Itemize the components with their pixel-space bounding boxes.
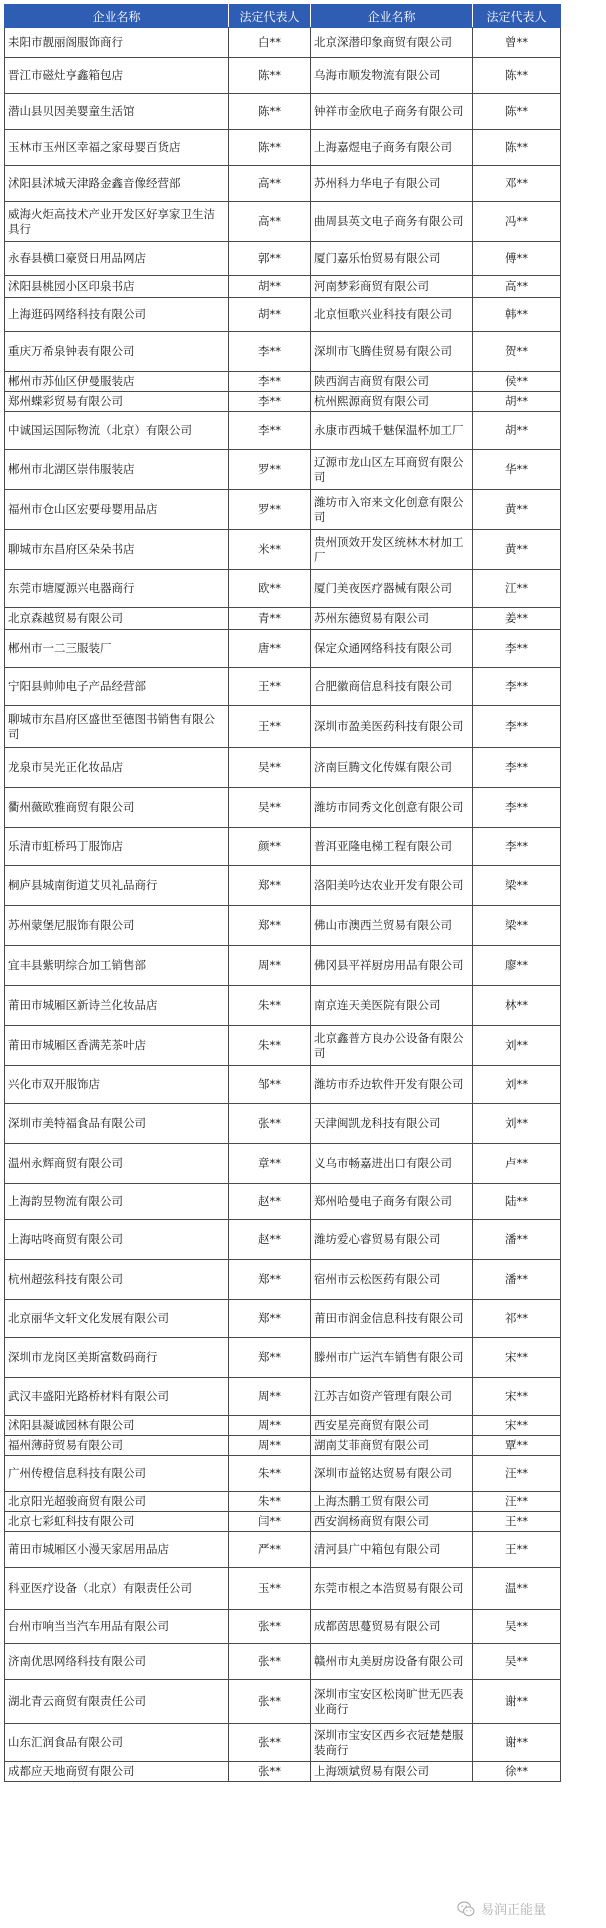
legal-rep-cell: 刘** xyxy=(473,1104,561,1144)
company-name-cell: 郑州蝶彩贸易有限公司 xyxy=(5,392,229,412)
company-name-cell: 台州市响当当汽车用品有限公司 xyxy=(5,1610,229,1644)
legal-rep-cell: 郭** xyxy=(229,242,311,276)
legal-rep-cell: 徐** xyxy=(473,1762,561,1782)
legal-rep-cell: 汪** xyxy=(473,1456,561,1492)
table-row xyxy=(5,788,561,828)
company-name-cell: 深圳市宝安区西乡衣冠楚楚服装商行 xyxy=(311,1724,473,1762)
legal-rep-cell: 陆** xyxy=(473,1184,561,1220)
company-name-cell: 江苏吉如资产管理有限公司 xyxy=(311,1378,473,1416)
company-name-cell: 衢州薇欧雅商贸有限公司 xyxy=(5,788,229,828)
company-name-cell: 上海咕咚商贸有限公司 xyxy=(5,1220,229,1260)
table-row xyxy=(5,706,561,748)
company-name-cell: 北京恒歌兴业科技有限公司 xyxy=(311,298,473,332)
legal-rep-cell: 温** xyxy=(473,1568,561,1610)
table-row xyxy=(5,1104,561,1144)
table-row xyxy=(5,130,561,166)
legal-rep-cell: 郑** xyxy=(229,1300,311,1338)
company-name-cell: 上海韵昱物流有限公司 xyxy=(5,1184,229,1220)
company-name-cell: 陕西润吉商贸有限公司 xyxy=(311,372,473,392)
company-name-cell: 滕州市广运汽车销售有限公司 xyxy=(311,1338,473,1378)
table-row xyxy=(5,1610,561,1644)
legal-rep-cell: 李** xyxy=(473,630,561,668)
table-row xyxy=(5,1416,561,1436)
legal-rep-cell: 刘** xyxy=(473,1066,561,1104)
legal-rep-cell: 青** xyxy=(229,608,311,630)
legal-rep-cell: 高** xyxy=(229,166,311,202)
company-name-cell: 潍坊市入帘来文化创意有限公司 xyxy=(311,490,473,530)
legal-rep-cell: 祁** xyxy=(473,1300,561,1338)
company-name-cell: 苏州蒙堡尼服饰有限公司 xyxy=(5,906,229,946)
legal-rep-cell: 华** xyxy=(473,450,561,490)
table-row xyxy=(5,866,561,906)
legal-rep-cell: 玉** xyxy=(229,1568,311,1610)
table-row xyxy=(5,1680,561,1724)
company-name-cell: 上海嘉煜电子商务有限公司 xyxy=(311,130,473,166)
table-row xyxy=(5,1144,561,1184)
company-name-cell: 合肥徽商信息科技有限公司 xyxy=(311,668,473,706)
table-row xyxy=(5,28,561,58)
table-row xyxy=(5,392,561,412)
legal-rep-cell: 谢** xyxy=(473,1724,561,1762)
legal-rep-cell: 郑** xyxy=(229,1338,311,1378)
company-name-cell: 永春县横口豪贤日用品网店 xyxy=(5,242,229,276)
company-name-cell: 乐清市虹桥玛丁服饰店 xyxy=(5,828,229,866)
company-name-cell: 西安星亮商贸有限公司 xyxy=(311,1416,473,1436)
table-row xyxy=(5,1436,561,1456)
table-row xyxy=(5,490,561,530)
legal-rep-cell: 胡** xyxy=(229,298,311,332)
company-name-cell: 北京深潜印象商贸有限公司 xyxy=(311,28,473,58)
legal-rep-cell: 朱** xyxy=(229,1492,311,1512)
table-row xyxy=(5,570,561,608)
company-name-cell: 普洱亚隆电梯工程有限公司 xyxy=(311,828,473,866)
company-name-cell: 宿州市云松医药有限公司 xyxy=(311,1260,473,1300)
table-row xyxy=(5,828,561,866)
legal-rep-cell: 张** xyxy=(229,1680,311,1724)
company-name-cell: 深圳市龙岗区美斯富数码商行 xyxy=(5,1338,229,1378)
company-name-cell: 科亚医疗设备（北京）有限责任公司 xyxy=(5,1568,229,1610)
legal-rep-cell: 张** xyxy=(229,1104,311,1144)
table-row xyxy=(5,530,561,570)
company-name-cell: 沭阳县凝诚园林有限公司 xyxy=(5,1416,229,1436)
table-row xyxy=(5,1724,561,1762)
header-legal-rep-1: 法定代表人 xyxy=(229,5,311,28)
legal-rep-cell: 郑** xyxy=(229,866,311,906)
legal-rep-cell: 严** xyxy=(229,1532,311,1568)
legal-rep-cell: 李** xyxy=(473,706,561,748)
table-row xyxy=(5,1338,561,1378)
company-name-cell: 宜丰县紫明综合加工销售部 xyxy=(5,946,229,986)
legal-rep-cell: 黄** xyxy=(473,490,561,530)
legal-rep-cell: 汪** xyxy=(473,1492,561,1512)
legal-rep-cell: 陈** xyxy=(473,94,561,130)
company-name-cell: 潍坊爱心睿贸易有限公司 xyxy=(311,1220,473,1260)
legal-rep-cell: 高** xyxy=(229,202,311,242)
company-name-cell: 威海火炬高技术产业开发区好享家卫生洁具行 xyxy=(5,202,229,242)
company-name-cell: 东莞市根之本浩贸易有限公司 xyxy=(311,1568,473,1610)
legal-rep-cell: 张** xyxy=(229,1724,311,1762)
legal-rep-cell: 张** xyxy=(229,1610,311,1644)
legal-rep-cell: 李** xyxy=(473,828,561,866)
company-name-cell: 福州市仓山区宏要母婴用品店 xyxy=(5,490,229,530)
company-name-cell: 佛山市澳西兰贸易有限公司 xyxy=(311,906,473,946)
company-name-cell: 上海颂斌贸易有限公司 xyxy=(311,1762,473,1782)
legal-rep-cell: 白** xyxy=(229,28,311,58)
legal-rep-cell: 李** xyxy=(229,332,311,372)
legal-rep-cell: 邓** xyxy=(473,166,561,202)
company-name-cell: 西安润杨商贸有限公司 xyxy=(311,1512,473,1532)
company-name-cell: 佛冈县平祥厨房用品有限公司 xyxy=(311,946,473,986)
legal-rep-cell: 朱** xyxy=(229,986,311,1026)
company-name-cell: 洛阳美吟达农业开发有限公司 xyxy=(311,866,473,906)
legal-rep-cell: 刘** xyxy=(473,1026,561,1066)
company-name-cell: 义乌市畅嘉进出口有限公司 xyxy=(311,1144,473,1184)
company-name-cell: 厦门嘉乐怡贸易有限公司 xyxy=(311,242,473,276)
company-name-cell: 耒阳市靓丽阁服饰商行 xyxy=(5,28,229,58)
legal-rep-cell: 吴** xyxy=(473,1610,561,1644)
legal-rep-cell: 黄** xyxy=(473,530,561,570)
company-name-cell: 苏州科力华电子有限公司 xyxy=(311,166,473,202)
company-name-cell: 莆田市润金信息科技有限公司 xyxy=(311,1300,473,1338)
legal-rep-cell: 唐** xyxy=(229,630,311,668)
company-name-cell: 龙泉市吴光正化妆品店 xyxy=(5,748,229,788)
legal-rep-cell: 吴** xyxy=(229,788,311,828)
legal-rep-cell: 王** xyxy=(473,1532,561,1568)
company-name-cell: 杭州超弦科技有限公司 xyxy=(5,1260,229,1300)
company-name-cell: 天津闽凯龙科技有限公司 xyxy=(311,1104,473,1144)
header-legal-rep-2: 法定代表人 xyxy=(473,5,561,28)
company-name-cell: 潍坊市同秀文化创意有限公司 xyxy=(311,788,473,828)
table-row xyxy=(5,748,561,788)
legal-rep-cell: 李** xyxy=(229,392,311,412)
company-name-cell: 济南优思网络科技有限公司 xyxy=(5,1644,229,1680)
company-name-cell: 北京七彩虹科技有限公司 xyxy=(5,1512,229,1532)
wechat-logo-icon xyxy=(457,1900,475,1918)
table-row xyxy=(5,1026,561,1066)
legal-rep-cell: 卢** xyxy=(473,1144,561,1184)
company-name-cell: 曲周县英文电子商务有限公司 xyxy=(311,202,473,242)
legal-rep-cell: 韩** xyxy=(473,298,561,332)
table-row xyxy=(5,1456,561,1492)
company-name-cell: 郑州哈曼电子商务有限公司 xyxy=(311,1184,473,1220)
watermark-text: 易润正能量 xyxy=(480,1903,546,1918)
legal-rep-cell: 梁** xyxy=(473,906,561,946)
company-name-cell: 钟祥市金欣电子商务有限公司 xyxy=(311,94,473,130)
company-name-cell: 成都茵思蔓贸易有限公司 xyxy=(311,1610,473,1644)
company-name-cell: 厦门美夜医疗器械有限公司 xyxy=(311,570,473,608)
legal-rep-cell: 陈** xyxy=(229,58,311,94)
header-company-name-1: 企业名称 xyxy=(5,5,229,28)
legal-rep-cell: 郑** xyxy=(229,906,311,946)
legal-rep-cell: 李** xyxy=(473,668,561,706)
legal-rep-cell: 林** xyxy=(473,986,561,1026)
legal-rep-cell: 傅** xyxy=(473,242,561,276)
company-name-cell: 郴州市北湖区崇伟服装店 xyxy=(5,450,229,490)
company-name-cell: 宁阳县帅帅电子产品经营部 xyxy=(5,668,229,706)
legal-rep-cell: 王** xyxy=(229,706,311,748)
company-name-cell: 河南梦彩商贸有限公司 xyxy=(311,276,473,298)
company-name-cell: 莆田市城厢区小漫天家居用品店 xyxy=(5,1532,229,1568)
legal-rep-cell: 江** xyxy=(473,570,561,608)
table-row xyxy=(5,946,561,986)
legal-rep-cell: 朱** xyxy=(229,1026,311,1066)
legal-rep-cell: 廖** xyxy=(473,946,561,986)
table-row xyxy=(5,1066,561,1104)
table-row xyxy=(5,1378,561,1416)
company-name-cell: 桐庐县城南街道艾贝礼品商行 xyxy=(5,866,229,906)
legal-rep-cell: 陈** xyxy=(229,130,311,166)
legal-rep-cell: 赵** xyxy=(229,1220,311,1260)
table-row xyxy=(5,332,561,372)
company-name-cell: 成都应天地商贸有限公司 xyxy=(5,1762,229,1782)
legal-rep-cell: 朱** xyxy=(229,1456,311,1492)
company-name-cell: 深圳市盈美医药科技有限公司 xyxy=(311,706,473,748)
table-row xyxy=(5,58,561,94)
legal-rep-cell: 姜** xyxy=(473,608,561,630)
legal-rep-cell: 胡** xyxy=(473,392,561,412)
company-name-cell: 赣州市丸美厨房设备有限公司 xyxy=(311,1644,473,1680)
table-row xyxy=(5,372,561,392)
table-row xyxy=(5,630,561,668)
company-name-cell: 永康市西城千魅保温杯加工厂 xyxy=(311,412,473,450)
company-name-cell: 晋江市磁灶亨鑫箱包店 xyxy=(5,58,229,94)
legal-rep-cell: 胡** xyxy=(229,276,311,298)
company-name-cell: 玉林市玉州区幸福之家母婴百货店 xyxy=(5,130,229,166)
company-name-cell: 山东汇润食品有限公司 xyxy=(5,1724,229,1762)
table-row xyxy=(5,242,561,276)
company-name-cell: 沭阳县桃园小区印泉书店 xyxy=(5,276,229,298)
company-name-cell: 北京鑫普方良办公设备有限公司 xyxy=(311,1026,473,1066)
legal-rep-cell: 罗** xyxy=(229,450,311,490)
company-name-cell: 苏州东德贸易有限公司 xyxy=(311,608,473,630)
table-row xyxy=(5,94,561,130)
legal-rep-cell: 陈** xyxy=(473,130,561,166)
company-name-cell: 深圳市宝安区松岗旷世无匹表业商行 xyxy=(311,1680,473,1724)
table-row xyxy=(5,1300,561,1338)
company-name-cell: 深圳市益铭达贸易有限公司 xyxy=(311,1456,473,1492)
table-row xyxy=(5,1568,561,1610)
legal-rep-cell: 欧** xyxy=(229,570,311,608)
legal-rep-cell: 宋** xyxy=(473,1338,561,1378)
table-row xyxy=(5,1220,561,1260)
legal-rep-cell: 张** xyxy=(229,1644,311,1680)
company-name-cell: 北京森越贸易有限公司 xyxy=(5,608,229,630)
legal-rep-cell: 章** xyxy=(229,1144,311,1184)
legal-rep-cell: 梁** xyxy=(473,866,561,906)
legal-rep-cell: 谢** xyxy=(473,1680,561,1724)
legal-rep-cell: 冯** xyxy=(473,202,561,242)
legal-rep-cell: 潘** xyxy=(473,1260,561,1300)
table-header-row xyxy=(5,5,561,28)
table-body xyxy=(5,28,561,1782)
company-name-cell: 潜山县贝因美婴童生活馆 xyxy=(5,94,229,130)
table-row xyxy=(5,1512,561,1532)
company-name-cell: 潍坊市乔边软件开发有限公司 xyxy=(311,1066,473,1104)
table-row xyxy=(5,412,561,450)
company-name-cell: 济南巨腾文化传媒有限公司 xyxy=(311,748,473,788)
legal-rep-cell: 曾** xyxy=(473,28,561,58)
table-row xyxy=(5,986,561,1026)
table-row xyxy=(5,906,561,946)
legal-rep-cell: 胡** xyxy=(473,412,561,450)
company-name-cell: 清河县广中箱包有限公司 xyxy=(311,1532,473,1568)
legal-rep-cell: 潘** xyxy=(473,1220,561,1260)
legal-rep-cell: 王** xyxy=(473,1512,561,1532)
company-name-cell: 武汉丰盛阳光路桥材料有限公司 xyxy=(5,1378,229,1416)
table-row xyxy=(5,450,561,490)
legal-rep-cell: 李** xyxy=(473,748,561,788)
company-table xyxy=(4,4,561,1782)
table-row xyxy=(5,298,561,332)
header-company-name-2: 企业名称 xyxy=(311,5,473,28)
legal-rep-cell: 邹** xyxy=(229,1066,311,1104)
watermark xyxy=(457,1899,546,1918)
company-name-cell: 郴州市一二三服装厂 xyxy=(5,630,229,668)
company-name-cell: 深圳市飞腾佳贸易有限公司 xyxy=(311,332,473,372)
legal-rep-cell: 颜** xyxy=(229,828,311,866)
table-row xyxy=(5,668,561,706)
company-name-cell: 上海杰鹏工贸有限公司 xyxy=(311,1492,473,1512)
legal-rep-cell: 周** xyxy=(229,1378,311,1416)
company-name-cell: 深圳市美特福食品有限公司 xyxy=(5,1104,229,1144)
table-row xyxy=(5,1532,561,1568)
company-name-cell: 湖南艾菲商贸有限公司 xyxy=(311,1436,473,1456)
company-name-cell: 中诚国运国际物流（北京）有限公司 xyxy=(5,412,229,450)
legal-rep-cell: 覃** xyxy=(473,1436,561,1456)
table-row xyxy=(5,1184,561,1220)
company-name-cell: 郴州市苏仙区伊曼服装店 xyxy=(5,372,229,392)
legal-rep-cell: 宋** xyxy=(473,1378,561,1416)
legal-rep-cell: 赵** xyxy=(229,1184,311,1220)
company-name-cell: 湖北青云商贸有限责任公司 xyxy=(5,1680,229,1724)
company-name-cell: 北京丽华文轩文化发展有限公司 xyxy=(5,1300,229,1338)
company-name-cell: 乌海市顺发物流有限公司 xyxy=(311,58,473,94)
company-name-cell: 福州薄莳贸易有限公司 xyxy=(5,1436,229,1456)
company-name-cell: 兴化市双开服饰店 xyxy=(5,1066,229,1104)
company-name-cell: 贵州顶效开发区统林木材加工厂 xyxy=(311,530,473,570)
legal-rep-cell: 吴** xyxy=(229,748,311,788)
legal-rep-cell: 李** xyxy=(229,372,311,392)
legal-rep-cell: 高** xyxy=(473,276,561,298)
company-name-cell: 温州永辉商贸有限公司 xyxy=(5,1144,229,1184)
table-row xyxy=(5,608,561,630)
legal-rep-cell: 李** xyxy=(229,412,311,450)
legal-rep-cell: 吴** xyxy=(473,1644,561,1680)
company-name-cell: 保定众通网络科技有限公司 xyxy=(311,630,473,668)
legal-rep-cell: 贺** xyxy=(473,332,561,372)
legal-rep-cell: 闫** xyxy=(229,1512,311,1532)
company-name-cell: 莆田市城厢区香满芜茶叶店 xyxy=(5,1026,229,1066)
legal-rep-cell: 周** xyxy=(229,1416,311,1436)
legal-rep-cell: 陈** xyxy=(473,58,561,94)
company-name-cell: 莆田市城厢区新诗兰化妆品店 xyxy=(5,986,229,1026)
company-name-cell: 东莞市塘厦源兴电器商行 xyxy=(5,570,229,608)
company-name-cell: 聊城市东昌府区朵朵书店 xyxy=(5,530,229,570)
company-name-cell: 杭州熙源商贸有限公司 xyxy=(311,392,473,412)
table-row xyxy=(5,1762,561,1782)
legal-rep-cell: 张** xyxy=(229,1762,311,1782)
table-row xyxy=(5,202,561,242)
company-name-cell: 沭阳县沭城天津路金鑫音像经营部 xyxy=(5,166,229,202)
legal-rep-cell: 周** xyxy=(229,946,311,986)
table-row xyxy=(5,1492,561,1512)
legal-rep-cell: 米** xyxy=(229,530,311,570)
company-name-cell: 南京连天美医院有限公司 xyxy=(311,986,473,1026)
company-name-cell: 北京阳光超骏商贸有限公司 xyxy=(5,1492,229,1512)
company-name-cell: 广州传橙信息科技有限公司 xyxy=(5,1456,229,1492)
table-row xyxy=(5,1644,561,1680)
table-row xyxy=(5,276,561,298)
legal-rep-cell: 郑** xyxy=(229,1260,311,1300)
legal-rep-cell: 周** xyxy=(229,1436,311,1456)
company-name-cell: 辽源市龙山区左耳商贸有限公司 xyxy=(311,450,473,490)
company-name-cell: 聊城市东昌府区盛世至德图书销售有限公司 xyxy=(5,706,229,748)
legal-rep-cell: 侯** xyxy=(473,372,561,392)
legal-rep-cell: 李** xyxy=(473,788,561,828)
legal-rep-cell: 罗** xyxy=(229,490,311,530)
company-name-cell: 上海逛码网络科技有限公司 xyxy=(5,298,229,332)
company-name-cell: 重庆万希泉钟表有限公司 xyxy=(5,332,229,372)
legal-rep-cell: 王** xyxy=(229,668,311,706)
table-row xyxy=(5,166,561,202)
table-row xyxy=(5,1260,561,1300)
legal-rep-cell: 陈** xyxy=(229,94,311,130)
legal-rep-cell: 宋** xyxy=(473,1416,561,1436)
